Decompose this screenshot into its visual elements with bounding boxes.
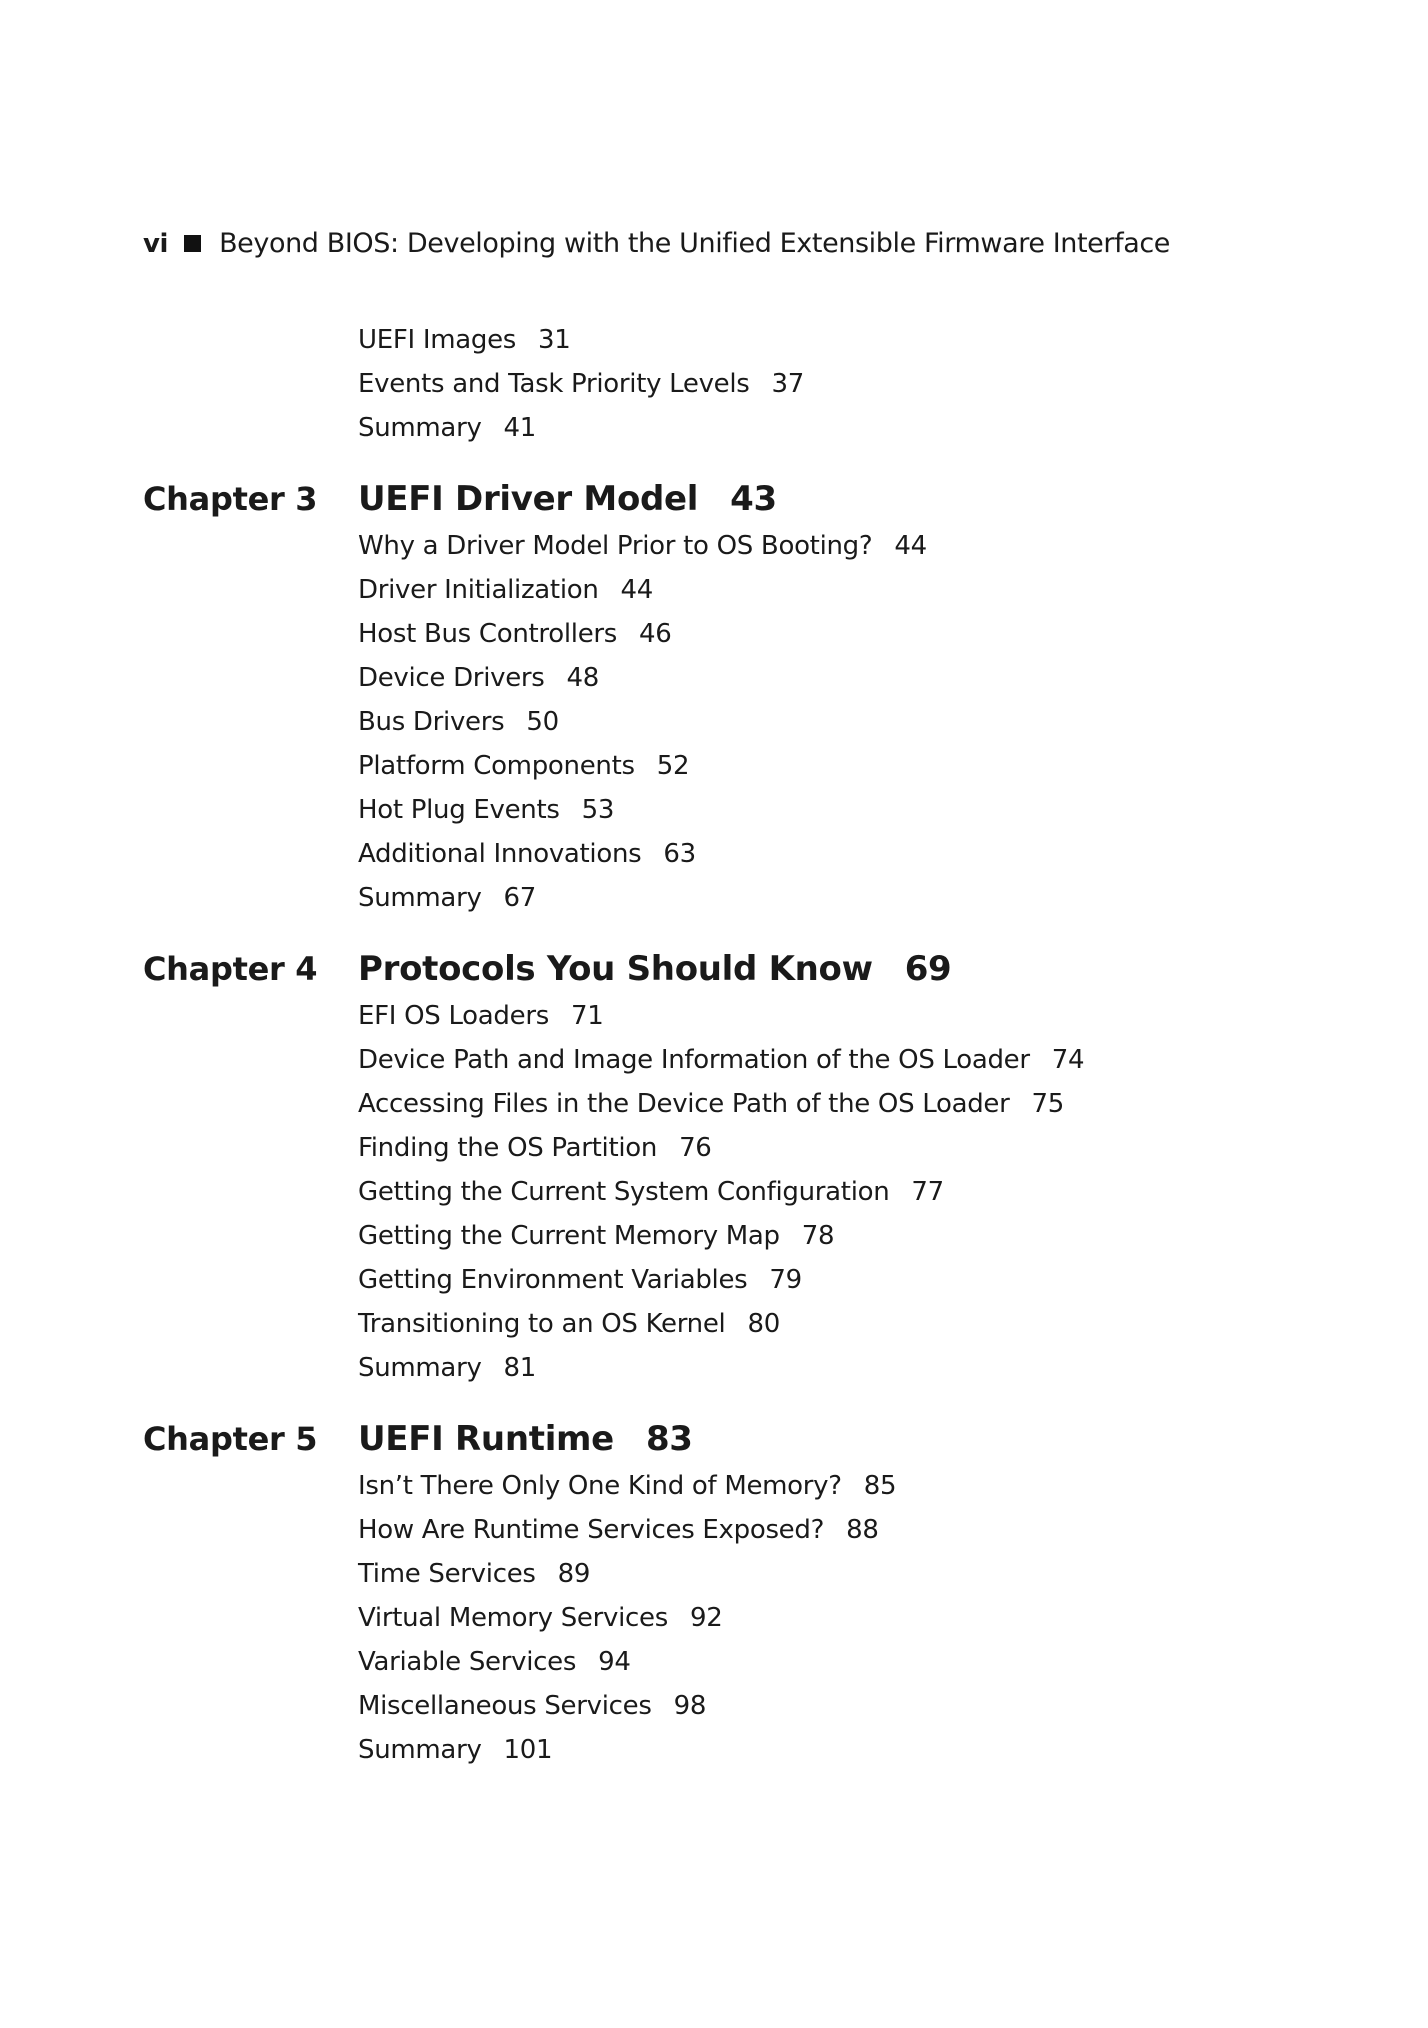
chapter-page: 69 xyxy=(904,949,952,989)
toc-entry[interactable] xyxy=(0,318,1428,362)
toc-entry[interactable] xyxy=(0,832,1428,876)
toc-entry-page: 37 xyxy=(771,369,805,399)
toc-entry-title: Host Bus Controllers xyxy=(358,619,618,649)
toc-entry[interactable] xyxy=(0,524,1428,568)
toc-entry[interactable] xyxy=(0,700,1428,744)
toc-entry-title: Additional Innovations xyxy=(358,839,642,869)
toc-entry-page: 63 xyxy=(663,839,696,869)
toc-entry-page: 88 xyxy=(846,1515,879,1545)
toc-entry-title: Summary xyxy=(358,883,482,913)
toc-entry-title: Summary xyxy=(358,1353,482,1383)
toc-entry-page: 44 xyxy=(620,575,654,605)
table-of-contents xyxy=(0,318,1428,1772)
chapter-heading[interactable] xyxy=(0,944,1428,994)
toc-entry[interactable] xyxy=(0,1728,1428,1772)
chapter-title xyxy=(358,474,777,524)
toc-entry-title: Getting the Current Memory Map xyxy=(358,1221,780,1251)
toc-entry-title: Hot Plug Events xyxy=(358,795,560,825)
toc-entry-title: Finding the OS Partition xyxy=(358,1133,658,1163)
toc-entry[interactable] xyxy=(0,612,1428,656)
toc-entry-page: 67 xyxy=(503,883,537,913)
toc-entry-page: 98 xyxy=(673,1691,707,1721)
chapter-title-text: UEFI Driver Model xyxy=(358,479,699,519)
toc-entry-page: 85 xyxy=(863,1471,897,1501)
toc-entry-page: 78 xyxy=(801,1221,835,1251)
toc-entry-page: 71 xyxy=(570,1001,604,1031)
toc-entry[interactable] xyxy=(0,1302,1428,1346)
toc-entry-page: 92 xyxy=(689,1603,723,1633)
toc-entry-title: Getting the Current System Configuration xyxy=(358,1177,890,1207)
toc-entry-title: Platform Components xyxy=(358,751,635,781)
toc-entry[interactable] xyxy=(0,1464,1428,1508)
toc-entry-page: 94 xyxy=(598,1647,631,1677)
toc-entry[interactable] xyxy=(0,1552,1428,1596)
toc-entry[interactable] xyxy=(0,744,1428,788)
chapter-label: Chapter 3 xyxy=(143,480,318,518)
toc-entry-title: Transitioning to an OS Kernel xyxy=(358,1309,726,1339)
chapter-title-text: Protocols You Should Know xyxy=(358,949,873,989)
chapter-heading[interactable] xyxy=(0,474,1428,524)
chapter-page: 83 xyxy=(645,1419,693,1459)
toc-entry-page: 75 xyxy=(1031,1089,1064,1119)
toc-entry-page: 89 xyxy=(557,1559,591,1589)
toc-entry[interactable] xyxy=(0,1214,1428,1258)
toc-entry-title: Bus Drivers xyxy=(358,707,505,737)
toc-entry-title: Device Drivers xyxy=(358,663,545,693)
toc-entry[interactable] xyxy=(0,1082,1428,1126)
toc-entry[interactable] xyxy=(0,1038,1428,1082)
toc-entry-title: Why a Driver Model Prior to OS Booting? xyxy=(358,531,873,561)
toc-entry-page: 46 xyxy=(639,619,672,649)
toc-entry-page: 79 xyxy=(769,1265,802,1295)
toc-entry-title: Getting Environment Variables xyxy=(358,1265,748,1295)
square-bullet-icon xyxy=(184,235,201,252)
toc-entry-title: Time Services xyxy=(358,1559,536,1589)
toc-entry-page: 41 xyxy=(503,413,537,443)
toc-entry-title: Miscellaneous Services xyxy=(358,1691,652,1721)
toc-entry[interactable] xyxy=(0,1346,1428,1390)
toc-entry[interactable] xyxy=(0,876,1428,920)
toc-entry-page: 77 xyxy=(911,1177,944,1207)
toc-entry[interactable] xyxy=(0,568,1428,612)
toc-entry[interactable] xyxy=(0,1170,1428,1214)
toc-entry-page: 50 xyxy=(526,707,559,737)
toc-entry-title: Accessing Files in the Device Path of the OS Loader xyxy=(358,1089,1010,1119)
toc-entry-title: UEFI Images xyxy=(358,325,517,355)
toc-entry-title: Virtual Memory Services xyxy=(358,1603,668,1633)
toc-entry-page: 80 xyxy=(747,1309,780,1339)
toc-entry-title: How Are Runtime Services Exposed? xyxy=(358,1515,825,1545)
toc-entry[interactable] xyxy=(0,1126,1428,1170)
toc-entry[interactable] xyxy=(0,406,1428,450)
toc-entry[interactable] xyxy=(0,1684,1428,1728)
chapter-title xyxy=(358,944,951,994)
toc-entry-title: Isn’t There Only One Kind of Memory? xyxy=(358,1471,842,1501)
chapter-title-text: UEFI Runtime xyxy=(358,1419,614,1459)
toc-entry[interactable] xyxy=(0,788,1428,832)
toc-entry-title: Driver Initialization xyxy=(358,575,599,605)
toc-entry-title: Events and Task Priority Levels xyxy=(358,369,750,399)
chapter-label: Chapter 4 xyxy=(143,950,318,988)
book-title: Beyond BIOS: Developing with the Unified Extensible Firmware Interface xyxy=(219,228,1170,259)
toc-entry-title: Device Path and Image Information of the OS Loader xyxy=(358,1045,1030,1075)
chapter-heading[interactable] xyxy=(0,1414,1428,1464)
toc-entry[interactable] xyxy=(0,1508,1428,1552)
toc-entry-page: 74 xyxy=(1051,1045,1085,1075)
toc-entry[interactable] xyxy=(0,656,1428,700)
toc-entry[interactable] xyxy=(0,1596,1428,1640)
toc-entry-title: Variable Services xyxy=(358,1647,577,1677)
page-number: vi xyxy=(143,228,169,259)
toc-entry[interactable] xyxy=(0,1640,1428,1684)
running-head xyxy=(143,228,1170,259)
chapter-label: Chapter 5 xyxy=(143,1420,318,1458)
toc-entry-title: Summary xyxy=(358,413,482,443)
chapter-page: 43 xyxy=(730,479,777,519)
toc-entry-title: Summary xyxy=(358,1735,482,1765)
toc-entry[interactable] xyxy=(0,362,1428,406)
toc-entry[interactable] xyxy=(0,994,1428,1038)
toc-entry-title: EFI OS Loaders xyxy=(358,1001,549,1031)
toc-entry[interactable] xyxy=(0,1258,1428,1302)
toc-entry-page: 53 xyxy=(581,795,615,825)
toc-entry-page: 52 xyxy=(656,751,690,781)
toc-entry-page: 31 xyxy=(538,325,571,355)
toc-entry-page: 44 xyxy=(894,531,927,561)
chapter-title xyxy=(358,1414,693,1464)
toc-entry-page: 76 xyxy=(679,1133,712,1163)
toc-entry-page: 48 xyxy=(566,663,600,693)
toc-entry-page: 101 xyxy=(503,1735,553,1765)
toc-entry-page: 81 xyxy=(503,1353,537,1383)
